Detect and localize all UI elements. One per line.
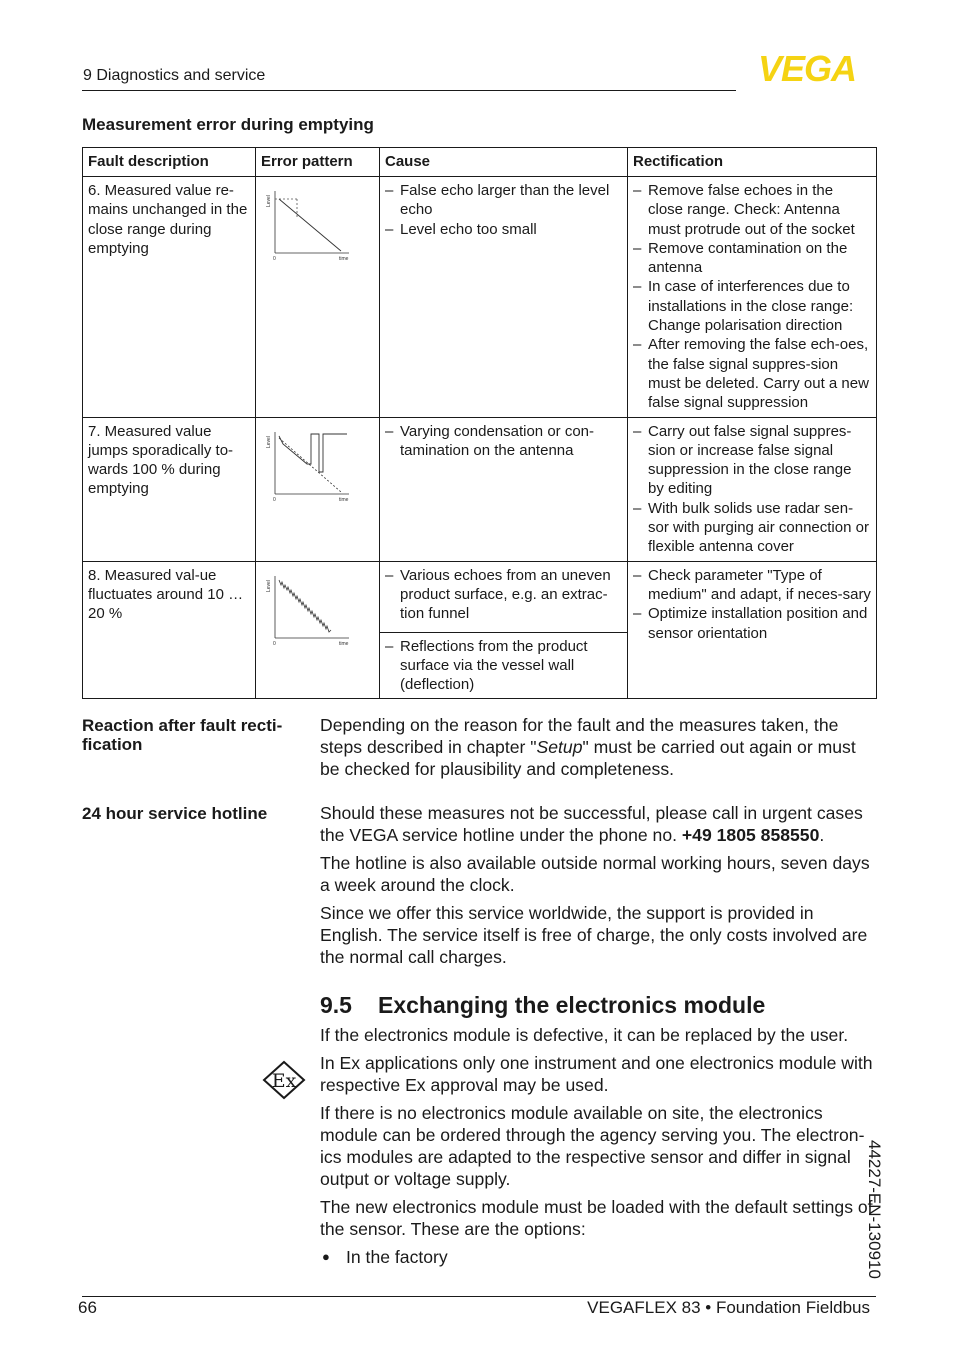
column-header: Cause <box>380 148 628 177</box>
footer-title: VEGAFLEX 83 • Foundation Fieldbus <box>587 1298 870 1317</box>
table-header-row <box>83 148 877 177</box>
fault-description: 8. Measured val-ue fluctuates around 10 … 20 % <box>83 561 256 699</box>
error-pattern-cell <box>256 177 380 418</box>
svg-text:Ex: Ex <box>271 1070 297 1092</box>
rectification-cell <box>628 561 877 699</box>
header-rule <box>82 90 736 91</box>
rectification-item: – With bulk solids use radar sen-sor with purging air connection or flexible antenna cover <box>633 499 871 557</box>
vega-logo <box>742 48 872 89</box>
hotline-phone: +49 1805 858550 <box>681 825 820 845</box>
reaction-text-part: Depending on the reason for the fault and the measures taken, the steps described in chapter " <box>320 715 839 757</box>
cause-cell <box>380 177 628 418</box>
hotline-paragraph: The hotline is also available outside normal working hours, seven days a week around the clock. <box>320 853 870 895</box>
error-pattern-cell <box>256 417 380 561</box>
rectification-item: – After removing the false ech-oes, the false signal suppres-sion must be deleted. Carry out a new false signal suppression <box>633 335 871 412</box>
axis-label-y: Level <box>266 195 272 207</box>
document-code: 44227-EN-130910 <box>865 1140 884 1279</box>
hotline-text <box>320 802 880 974</box>
hotline-text-part: . <box>819 825 825 845</box>
section-heading <box>320 992 765 1019</box>
setup-chapter-ref: Setup <box>536 737 583 757</box>
fault-description: 6. Measured value re-mains unchanged in the close range during emptying <box>83 177 256 418</box>
reaction-heading: Reaction after fault recti-fication <box>82 716 283 754</box>
error-pattern-cell <box>256 561 380 699</box>
cause-item: – Reflections from the product surface via the vessel wall (deflection) <box>385 637 622 695</box>
table-subtitle: Measurement error during emptying <box>82 115 374 134</box>
ex-icon <box>262 1060 306 1100</box>
column-header: Error pattern <box>256 148 380 177</box>
fault-description: 7. Measured value jumps sporadically to-wards 100 % during emptying <box>83 417 256 561</box>
hotline-text-part: Should these measures not be successful, please call in urgent cases the VEGA service hotline under the phone no. <box>320 803 863 845</box>
rectification-item: – Optimize installation position and sensor orientation <box>633 604 871 643</box>
axis-label-origin: 0 <box>273 496 276 503</box>
table-row <box>83 417 877 561</box>
cause-item: – Various echoes from an uneven product surface, e.g. an extrac-tion funnel <box>385 566 622 624</box>
rectification-item: – Carry out false signal suppres-sion or increase false signal suppression in the close range by editing <box>633 422 871 499</box>
hotline-heading: 24 hour service hotline <box>82 804 268 823</box>
section-paragraph: The new electronics module must be loaded with the default settings of the sensor. These are the options: <box>320 1197 873 1239</box>
rectification-item: – Remove false echoes in the close range. Check: Antenna must protrude out of the socket <box>633 181 871 239</box>
reaction-text <box>320 714 880 786</box>
rectification-item: – In case of interferences due to installations in the close range: Change polarisation direction <box>633 277 871 335</box>
section-header: 9 Diagnostics and service <box>83 67 266 84</box>
reaction-text-part: " must be carried out again or must be checked for plausibility and completeness. <box>320 737 856 779</box>
axis-label-y: Level <box>266 579 272 592</box>
cause-item: – Level echo too small <box>385 220 622 239</box>
cause-cell <box>380 417 628 561</box>
cause-item: – False echo larger than the level echo <box>385 181 622 220</box>
rectification-cell <box>628 417 877 561</box>
rectification-item: – Check parameter "Type of medium" and adapt, if neces-sary <box>633 566 871 605</box>
cause-split <box>380 632 627 695</box>
section-paragraph: If there is no electronics module available on site, the electronics module can be ordered through the agency serving you. The electron-ics modules are adapted to the respective sensor and differ in signal output or voltage supply. <box>320 1103 865 1189</box>
axis-label-y: Level <box>266 435 272 448</box>
section-number: 9.5 <box>320 992 352 1018</box>
footer-rule <box>82 1296 876 1297</box>
error-pattern-graph-jumps <box>267 428 351 506</box>
fault-table <box>82 147 877 699</box>
axis-label-origin: 0 <box>273 256 276 262</box>
rectification-cell <box>628 177 877 418</box>
axis-label-x: time <box>339 256 349 262</box>
options-list <box>320 1246 880 1268</box>
error-pattern-graph-fluctuating <box>267 572 351 650</box>
logo-text: VEGA <box>757 48 857 89</box>
column-header: Fault description <box>83 148 256 177</box>
page-number: 66 <box>78 1298 97 1317</box>
axis-label-x: time <box>339 496 349 503</box>
table-row <box>83 177 877 418</box>
section-paragraph: If the electronics module is defective, it can be replaced by the user. <box>320 1025 849 1045</box>
list-item: ● In the factory <box>320 1246 880 1268</box>
axis-label-x: time <box>339 640 349 647</box>
section-body <box>320 1024 880 1268</box>
rectification-item: – Remove contamination on the antenna <box>633 239 871 278</box>
hotline-paragraph: Since we offer this service worldwide, the support is provided in English. The service itself is free of charge, the only costs involved are the normal call charges. <box>320 903 868 967</box>
axis-label-origin: 0 <box>273 640 276 647</box>
error-pattern-graph-constant <box>267 187 351 265</box>
table-row <box>83 561 877 699</box>
section-title: Exchanging the electronics module <box>378 992 766 1018</box>
column-header: Rectification <box>628 148 877 177</box>
cause-cell <box>380 561 628 699</box>
section-paragraph: In Ex applications only one instrument and one electronics module with respective Ex approval may be used. <box>320 1053 873 1095</box>
cause-item: – Varying condensation or con-tamination on the antenna <box>385 422 622 461</box>
